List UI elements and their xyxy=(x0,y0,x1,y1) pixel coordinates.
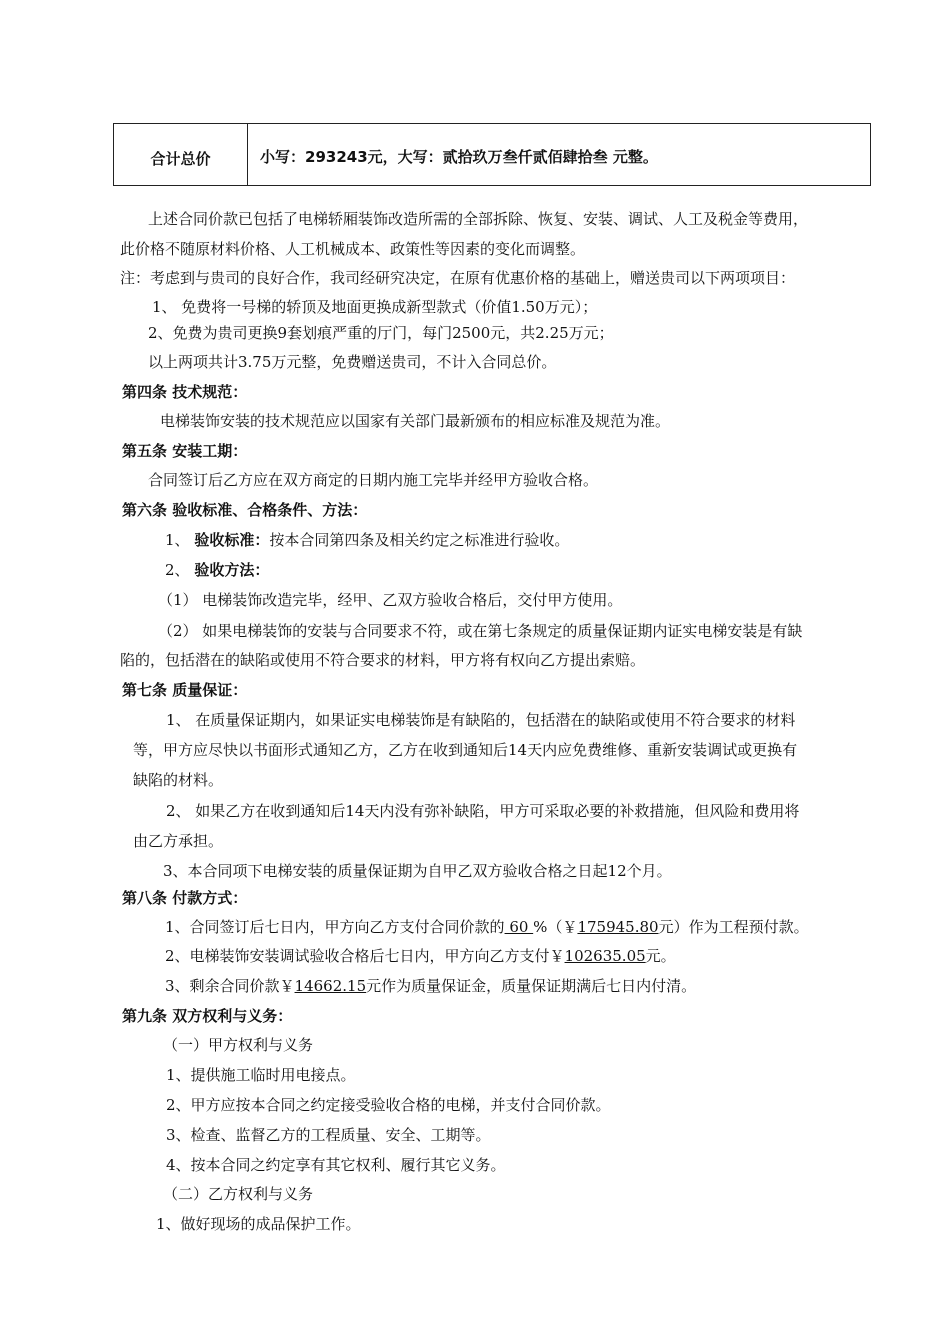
party-a-title: （一）甲方权利与义务 xyxy=(163,1036,314,1054)
article-7-item-1-line-2: 等，甲方应尽快以书面形式通知乙方，乙方在收到通知后14天内应免费维修、重新安装调试或更换有 xyxy=(133,741,798,759)
article-7-item-1-line-3: 缺陷的材料。 xyxy=(133,771,224,789)
article-8-heading: 第八条 付款方式： xyxy=(122,889,248,907)
warranty-deposit-amount: 14662.15 xyxy=(294,977,367,995)
article-8-item-3: 3、剩余合同价款￥14662.15元作为质量保证金，质量保证期满后七日内付清。 xyxy=(165,977,697,995)
article-6-method-2-line-2: 陷的，包括潜在的缺陷或使用不符合要求的材料，甲方将有权向乙方提出索赔。 xyxy=(120,651,646,669)
advance-amount: 175945.80 xyxy=(577,918,659,936)
article-6-heading: 第六条 验收标准、合格条件、方法： xyxy=(122,501,368,519)
advance-percent: 60 xyxy=(504,918,534,936)
big-amount-label: 大写： xyxy=(397,148,443,166)
party-a-item-3: 3、检查、监督乙方的工程质量、安全、工期等。 xyxy=(166,1126,491,1144)
acceptance-method-label: 验收方法： xyxy=(194,561,270,579)
article-6-method-2-line-1: （2） 如果电梯装饰的安装与合同要求不符，或在第七条规定的质量保证期内证实电梯安装是有缺 xyxy=(158,622,803,640)
party-b-title: （二）乙方权利与义务 xyxy=(163,1185,314,1203)
article-4-heading: 第四条 技术规范： xyxy=(122,383,248,401)
article-6-method-1: （1） 电梯装饰改造完毕，经甲、乙双方验收合格后，交付甲方使用。 xyxy=(158,591,623,609)
total-price-table xyxy=(113,123,871,186)
small-amount-label: 小写： xyxy=(260,148,306,166)
total-price-label: 合计总价 xyxy=(114,124,248,185)
gift-summary: 以上两项共计3.75万元整，免费赠送贵司，不计入合同总价。 xyxy=(148,353,557,371)
article-7-heading: 第七条 质量保证： xyxy=(122,681,248,699)
article-7-item-1-line-1: 1、 在质量保证期内，如果证实电梯装饰是有缺陷的，包括潜在的缺陷或使用不符合要求的材料 xyxy=(166,711,796,729)
gift-item-2: 2、免费为贵司更换9套划痕严重的厅门，每门2500元，共2.25万元； xyxy=(148,324,614,342)
gift-item-1: 1、 免费将一号梯的轿顶及地面更换成新型款式（价值1.50万元）； xyxy=(152,298,598,316)
article-6-item-1: 1、 验收标准：按本合同第四条及相关约定之标准进行验收。 xyxy=(165,531,570,549)
article-9-heading: 第九条 双方权利与义务： xyxy=(122,1007,293,1025)
party-a-item-4: 4、按本合同之约定享有其它权利、履行其它义务。 xyxy=(166,1156,506,1174)
acceptance-standard-label: 验收标准： xyxy=(194,531,270,549)
article-5-heading: 第五条 安装工期： xyxy=(122,442,248,460)
article-7-item-2-line-1: 2、 如果乙方在收到通知后14天内没有弥补缺陷，甲方可采取必要的补救措施，但风险和费用将 xyxy=(166,802,800,820)
party-b-item-1: 1、做好现场的成品保护工作。 xyxy=(156,1215,361,1233)
article-5-text: 合同签订后乙方应在双方商定的日期内施工完毕并经甲方验收合格。 xyxy=(148,471,599,489)
article-7-item-3: 3、本合同项下电梯安装的质量保证期为自甲乙双方验收合格之日起12个月。 xyxy=(163,862,672,880)
small-amount-value: 293243元， xyxy=(305,148,398,166)
intro-line-2: 此价格不随原材料价格、人工机械成本、政策性等因素的变化而调整。 xyxy=(120,240,586,258)
total-price-value xyxy=(248,124,870,185)
party-a-item-1: 1、提供施工临时用电接点。 xyxy=(166,1066,356,1084)
acceptance-payment-amount: 102635.05 xyxy=(564,947,646,965)
big-amount-value: 贰拾玖万叁仟贰佰肆拾叁 元整。 xyxy=(442,148,658,166)
party-a-item-2: 2、甲方应按本合同之约定接受验收合格的电梯，并支付合同价款。 xyxy=(166,1096,611,1114)
gift-note: 注：考虑到与贵司的良好合作，我司经研究决定，在原有优惠价格的基础上，赠送贵司以下两项项目： xyxy=(120,269,796,287)
article-6-item-2: 2、 验收方法： xyxy=(165,561,270,579)
article-7-item-2-line-2: 由乙方承担。 xyxy=(133,832,224,850)
article-4-text: 电梯装饰安装的技术规范应以国家有关部门最新颁布的相应标准及规范为准。 xyxy=(160,412,671,430)
article-8-item-2: 2、电梯装饰安装调试验收合格后七日内，甲方向乙方支付￥102635.05元。 xyxy=(165,947,676,965)
article-8-item-1: 1、合同签订后七日内，甲方向乙方支付合同价款的 60 %（￥175945.80元）作为工程预付款。 xyxy=(165,918,809,936)
intro-line-1: 上述合同价款已包括了电梯轿厢装饰改造所需的全部拆除、恢复、安装、调试、人工及税金等费用， xyxy=(148,210,809,228)
